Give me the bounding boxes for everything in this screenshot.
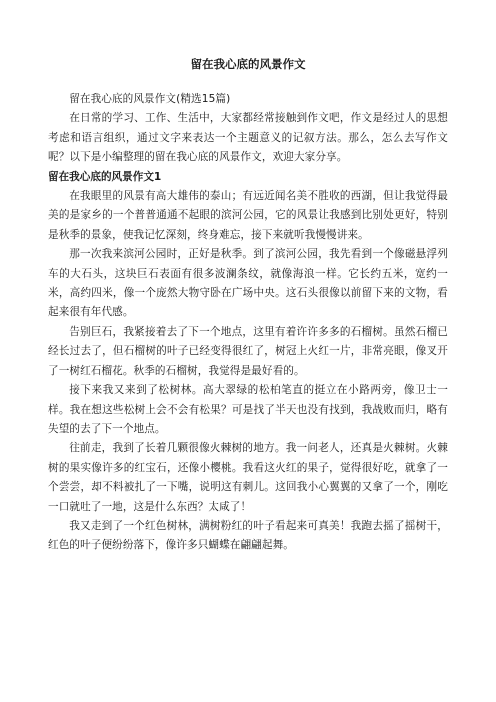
body-paragraph-2: 那一次我来滨河公园时，正好是秋季。到了滨河公园，我先看到一个像磁悬浮列车的大石头，这块巨石表面有很多波澜条纹，就像海浪一样。它长约五米，宽约一米，高约四米，像一个庞然大物守卧在广场中央。这石头很像以前留下来的文物，看起来很有年代感。 — [48, 248, 448, 319]
body-paragraph-3: 告别巨石，我紧接着去了下一个地点，这里有着许许多多的石榴树。虽然石榴已经长过去了，但石榴树的叶子已经变得很红了，树冠上火红一片，非常亮眼，像叉开了一树红石榴花。秋季的石榴树，我觉得是最好看的。 — [48, 325, 448, 377]
section-heading: 留在我心底的风景作文1 — [48, 170, 162, 183]
subtitle-paragraph: 留在我心底的风景作文(精选15篇) — [69, 93, 231, 105]
body-paragraph-6: 我又走到了一个红色树林，满树粉红的叶子看起来可真美！我跑去摇了摇树干，红色的叶子便纷纷落下，像许多只蝴蝶在翩翩起舞。 — [48, 519, 448, 552]
body-paragraph-5: 往前走，我到了长着几颗很像火棘树的地方。我一问老人，还真是火棘树。火棘树的果实像许多的红宝石，还像小樱桃。我看这火红的果子，觉得很好吃，就拿了一个尝尝，却不料被扎了一下嘴，说明这有刺儿。这回我小心翼翼的又拿了一个，刚吃一口就吐了一地，这是什么东西？太咸了！ — [48, 442, 448, 513]
body-paragraph-1: 在我眼里的风景有高大雄伟的泰山；有远近闻名美不胜收的西湖，但让我觉得最美的是家乡的一个普普通通不起眼的滨河公园，它的风景让我感到比别处更好，特别是秋季的景象，使我记忆深刻，终身难忘，接下来就听我慢慢讲来。 — [48, 190, 448, 241]
intro-paragraph: 在日常的学习、工作、生活中，大家都经常接触到作文吧，作文是经过人的思想考虑和语言组织，通过文字来表达一个主题意义的记叙方法。那么，怎么去写作文呢？以下是小编整理的留在我心底的风景作文，欢迎大家分享。 — [48, 112, 448, 164]
document-page — [48, 56, 448, 556]
body-paragraph-4: 接下来我又来到了松树林。高大翠绿的松柏笔直的挺立在小路两旁，像卫士一样。我在想这些松树上会不会有松果？可是找了半天也没有找到，我战败而归，略有失望的去了下一个地点。 — [48, 384, 448, 435]
document-title: 留在我心底的风景作文 — [190, 57, 306, 71]
